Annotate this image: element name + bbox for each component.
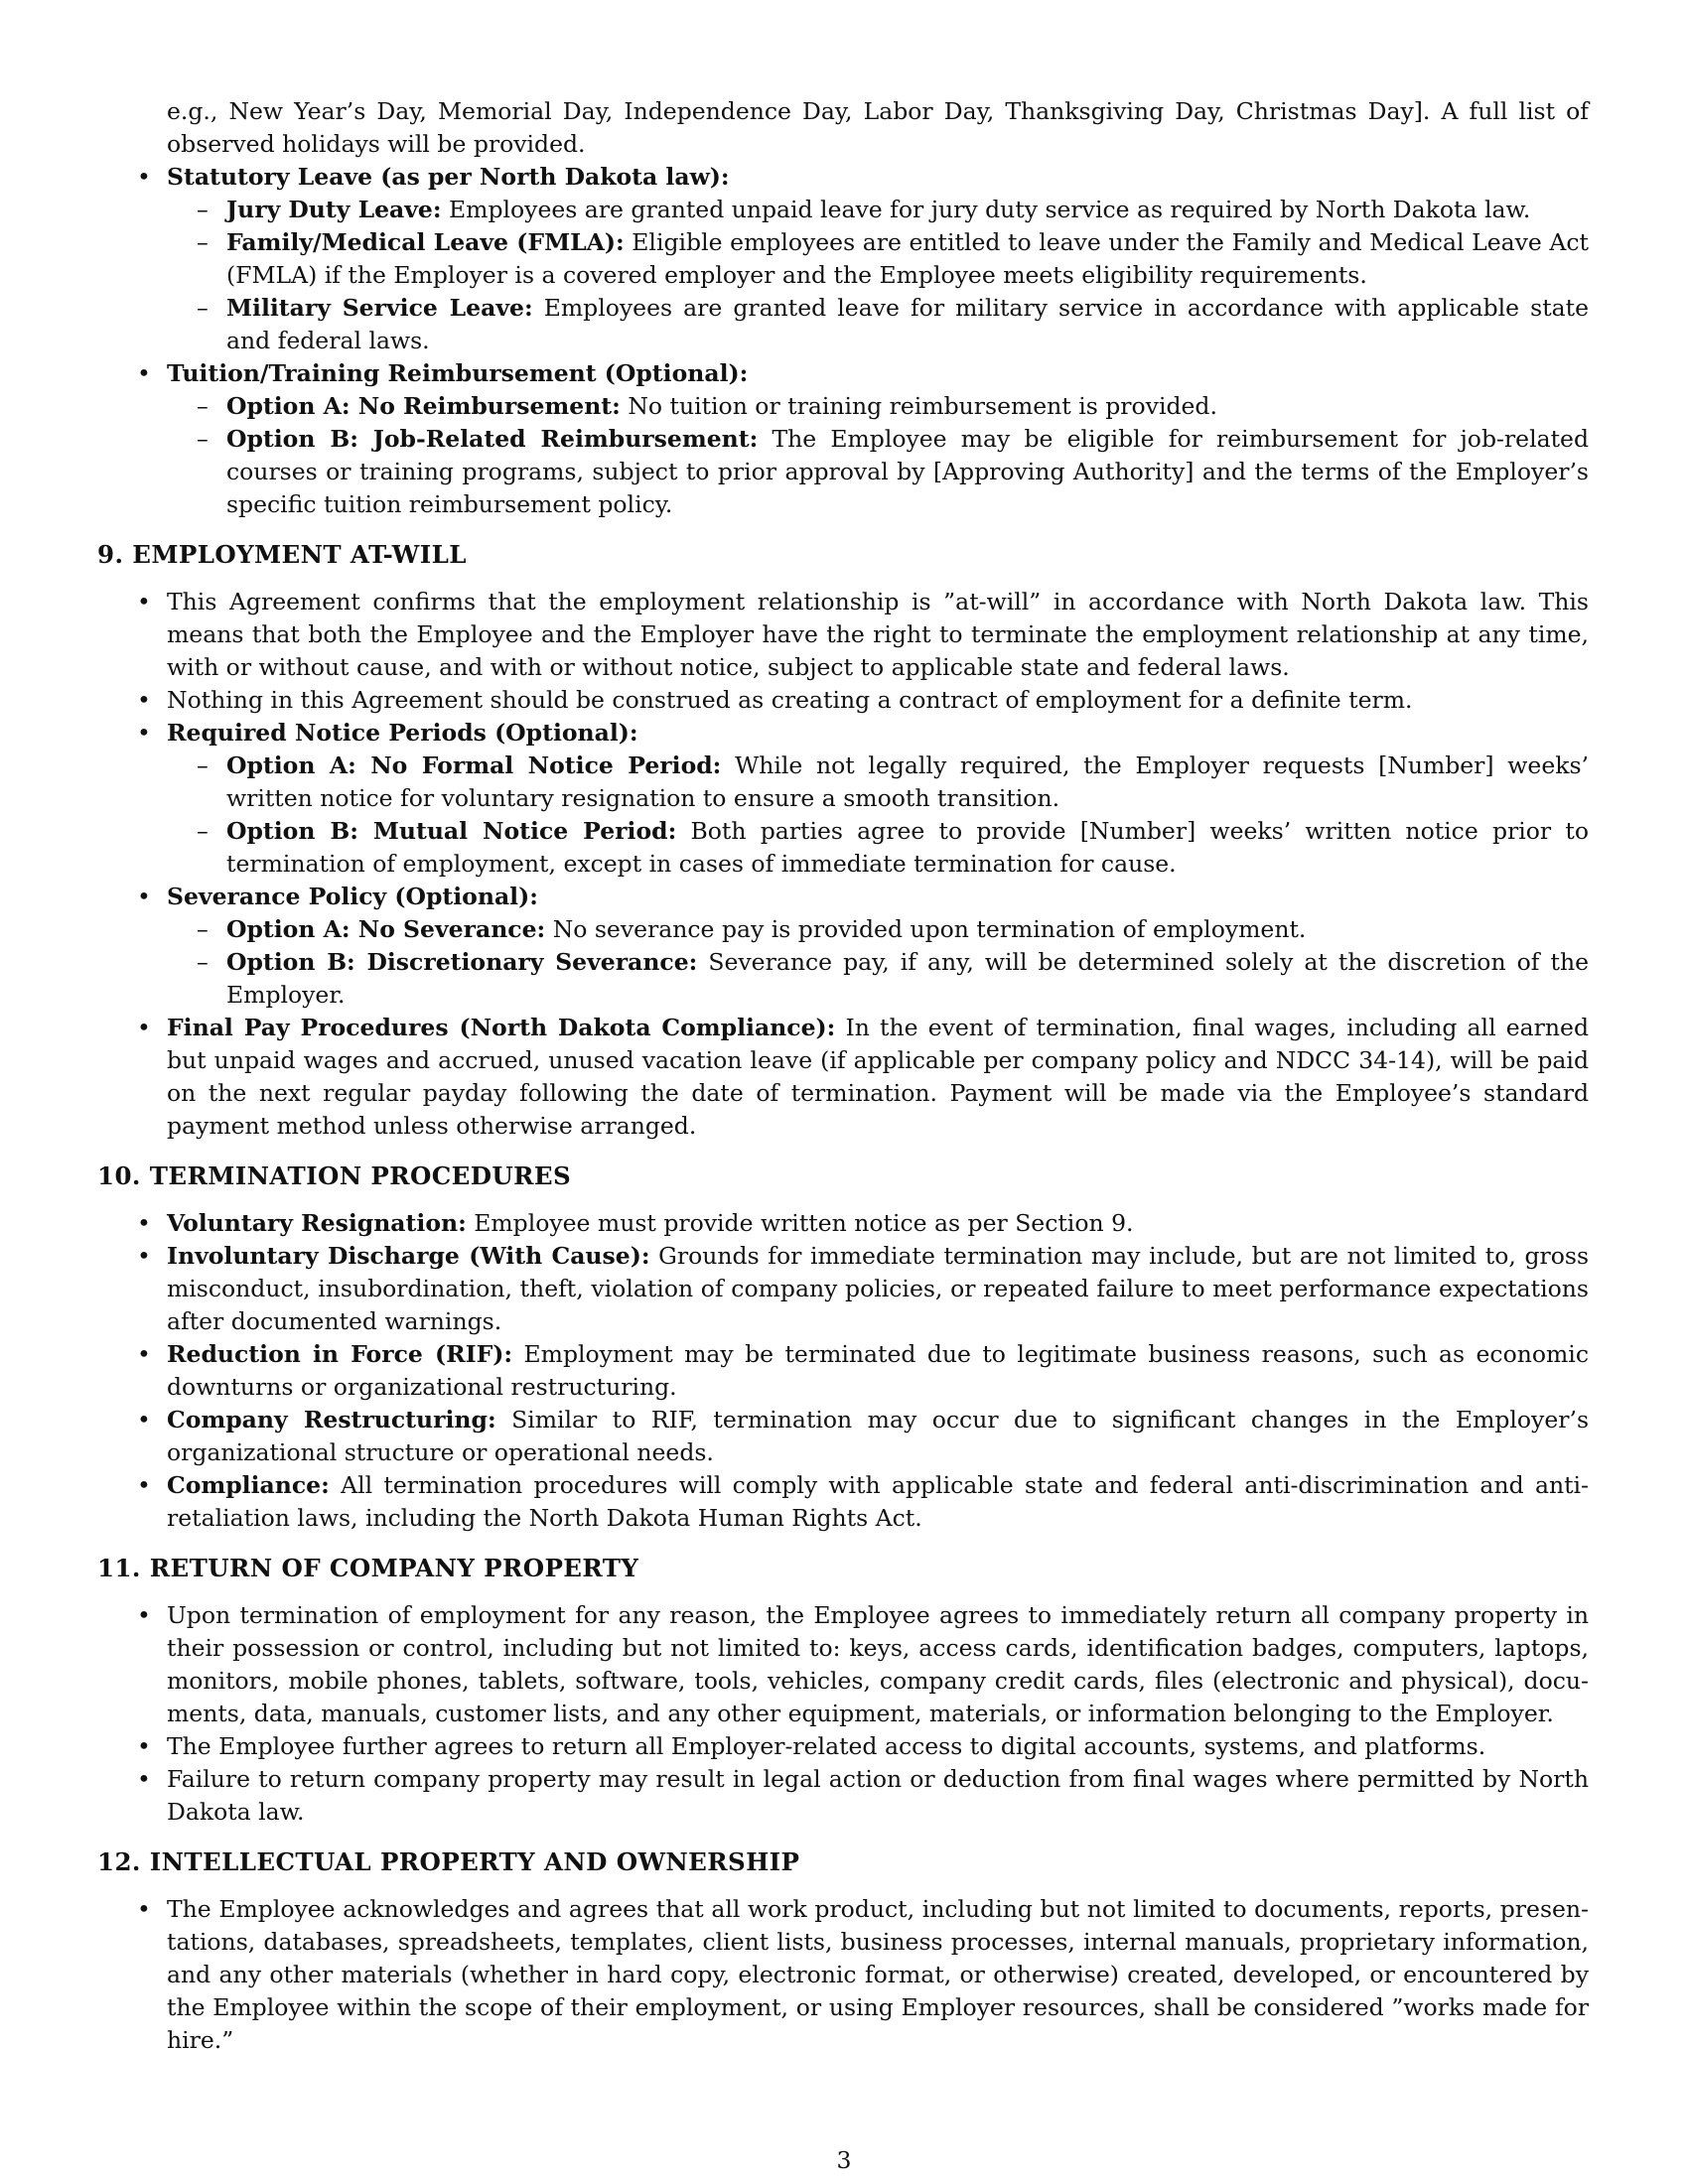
section-11-heading: 11. RETURN OF COMPANY PROPERTY <box>97 1554 639 1582</box>
list-item: • Upon termination of employment for any reason, the Employee agrees to immediately return all company property in their possession or control, including but not limited to: keys, access cards, identification badges, computers, laptops, monitors, mobile phones, tablets, software, tools, vehicles, company credit cards, files (electronic and physical), documents, data, manuals, customer lists, and any other equipment, materials, or information belonging to the Employer. <box>97 1599 1589 1730</box>
list-item: • Failure to return company property may result in legal action or deduction from final wages where permitted by North Dakota law. <box>97 1763 1589 1829</box>
tuition-title: Tuition/Training Reimbursement (Optional): <box>167 359 749 387</box>
section-10-heading: 10. TERMINATION PROCEDURES <box>97 1161 572 1190</box>
list-item: • Nothing in this Agreement should be construed as creating a contract of employment for a definite term. <box>97 684 1589 717</box>
sub-item <box>167 226 1589 292</box>
notice-periods-sublist <box>167 750 1589 881</box>
list-item: • The Employee acknowledges and agrees that all work product, including but not limited to documents, reports, presentations, databases, spreadsheets, templates, client lists, business processes, internal manuals, proprietary information, and any other materials (whether in hard copy, electronic format, or otherwise) created, developed, or encountered by the Employee within the scope of their employment, or using Employer resources, shall be considered ”works made for hire.” <box>97 1893 1589 2057</box>
document-page <box>97 95 1589 2057</box>
item-label: Involuntary Discharge (With Cause): <box>167 1242 650 1270</box>
notice-periods-title: Required Notice Periods (Optional): <box>167 719 638 747</box>
item-text: Similar to RIF, termination may occur due to significant changes in the Employer’s organizational structure or operational needs. <box>167 1406 1590 1466</box>
severance-item <box>97 881 1589 1012</box>
section-12-heading: 12. INTELLECTUAL PROPERTY AND OWNERSHIP <box>97 1847 800 1876</box>
item-text: Employment may be terminated due to legitimate business reasons, such as economic downturns or organizational restructuring. <box>167 1340 1589 1401</box>
statutory-leave-sublist <box>167 194 1589 357</box>
sub-item-text: Both parties agree to provide [Number] weeks’ written notice prior to termination of employment, except in cases of immediate termination for cause. <box>226 817 1589 878</box>
sub-item <box>167 815 1589 881</box>
sub-item-text: No severance pay is provided upon termination of employment. <box>545 915 1307 943</box>
sub-item-text: While not legally required, the Employer requests [Number] weeks’ written notice for voluntary resignation to ensure a smooth transition. <box>226 751 1589 812</box>
sub-item <box>167 750 1589 815</box>
item-text: All termination procedures will comply with applicable state and federal anti-discrimination and anti-retaliation laws, including the North Dakota Human Rights Act. <box>167 1471 1589 1532</box>
list-item: • The Employee further agrees to return all Employer-related access to digital accounts, systems, and platforms. <box>97 1730 1589 1763</box>
final-pay-item <box>97 1012 1589 1143</box>
benefits-list <box>97 161 1589 521</box>
sub-item-label: Option B: Discretionary Severance: <box>226 948 698 976</box>
sub-item-text: Employees are granted leave for military service in accordance with applicable state and federal laws. <box>226 294 1590 354</box>
final-pay-text: In the event of termination, final wages, including all earned but unpaid wages and accrued, unused vacation leave (if applicable per company policy and NDCC 34-14), will be paid on the next regular payday following the date of termination. Payment will be made via the Employee’s standard payment method unless otherwise arranged. <box>167 1014 1589 1140</box>
sub-item <box>167 913 1589 946</box>
sub-item-label: Option B: Job-Related Reimbursement: <box>226 425 759 453</box>
sub-item <box>167 194 1589 226</box>
severance-title: Severance Policy (Optional): <box>167 883 538 910</box>
sub-item-label: Option A: No Reimbursement: <box>226 392 621 420</box>
sub-item <box>167 423 1589 521</box>
section-12-list <box>97 1893 1589 2057</box>
sub-item <box>167 390 1589 423</box>
section-9-list <box>97 586 1589 1143</box>
sub-item-label: Option B: Mutual Notice Period: <box>226 817 677 845</box>
statutory-leave-title: Statutory Leave (as per North Dakota law): <box>167 163 730 191</box>
list-item <box>97 1469 1589 1535</box>
sub-item-label: Family/Medical Leave (FMLA): <box>226 228 625 256</box>
page-number: 3 <box>836 2146 852 2174</box>
list-item <box>97 1240 1589 1338</box>
sub-item <box>167 292 1589 357</box>
sub-item-text: Eligible employees are entitled to leave under the Family and Medical Leave Act (FMLA) if the Employer is a covered employer and the Employee meets eligibility requirements. <box>226 228 1589 289</box>
section-9-heading: 9. EMPLOYMENT AT-WILL <box>97 540 467 569</box>
item-label: Compliance: <box>167 1471 330 1499</box>
list-item <box>97 1338 1589 1404</box>
item-label: Reduction in Force (RIF): <box>167 1340 513 1368</box>
tuition-sublist <box>167 390 1589 521</box>
item-label: Voluntary Resignation: <box>167 1209 467 1237</box>
sub-item-text: No tuition or training reimbursement is provided. <box>620 392 1217 420</box>
sub-item-text: Severance pay, if any, will be determined solely at the discretion of the Employer. <box>226 948 1589 1009</box>
item-text: Employee must provide written notice as per Section 9. <box>466 1209 1134 1237</box>
sub-item-label: Option A: No Severance: <box>226 915 546 943</box>
sub-item-text: Employees are granted unpaid leave for jury duty service as required by North Dakota law. <box>441 196 1531 223</box>
sub-item <box>167 946 1589 1012</box>
list-item: • This Agreement confirms that the employment relationship is ”at-will” in accordance with North Dakota law. This means that both the Employee and the Employer have the right to terminate the employment relationship at any time, with or without cause, and with or without notice, subject to applicable state and federal laws. <box>97 586 1589 684</box>
sub-item-label: Military Service Leave: <box>226 294 533 322</box>
list-item <box>97 1207 1589 1240</box>
item-text: Grounds for immediate termination may include, but are not limited to, gross misconduct, insubordination, theft, violation of company policies, or repeated failure to meet performance expectations after documented warnings. <box>167 1242 1590 1335</box>
sub-item-text: The Employee may be eligible for reimbursement for job-related courses or training programs, subject to prior approval by [Approving Authority] and the terms of the Employer’s specific tuition reimbursement policy. <box>226 425 1589 518</box>
statutory-leave-item <box>97 161 1589 357</box>
sub-item-label: Option A: No Formal Notice Period: <box>226 751 722 779</box>
holiday-continuation: e.g., New Year’s Day, Memorial Day, Independence Day, Labor Day, Thanksgiving Day, Christmas Day]. A full list of observed holidays will be provided. <box>167 97 1589 158</box>
section-11-list <box>97 1599 1589 1829</box>
notice-periods-item <box>97 717 1589 881</box>
severance-sublist <box>167 913 1589 1012</box>
sub-item-label: Jury Duty Leave: <box>226 196 442 223</box>
item-label: Company Restructuring: <box>167 1406 496 1433</box>
tuition-item <box>97 357 1589 521</box>
final-pay-label: Final Pay Procedures (North Dakota Compliance): <box>167 1014 836 1041</box>
list-item <box>97 1404 1589 1469</box>
section-10-list <box>97 1207 1589 1535</box>
